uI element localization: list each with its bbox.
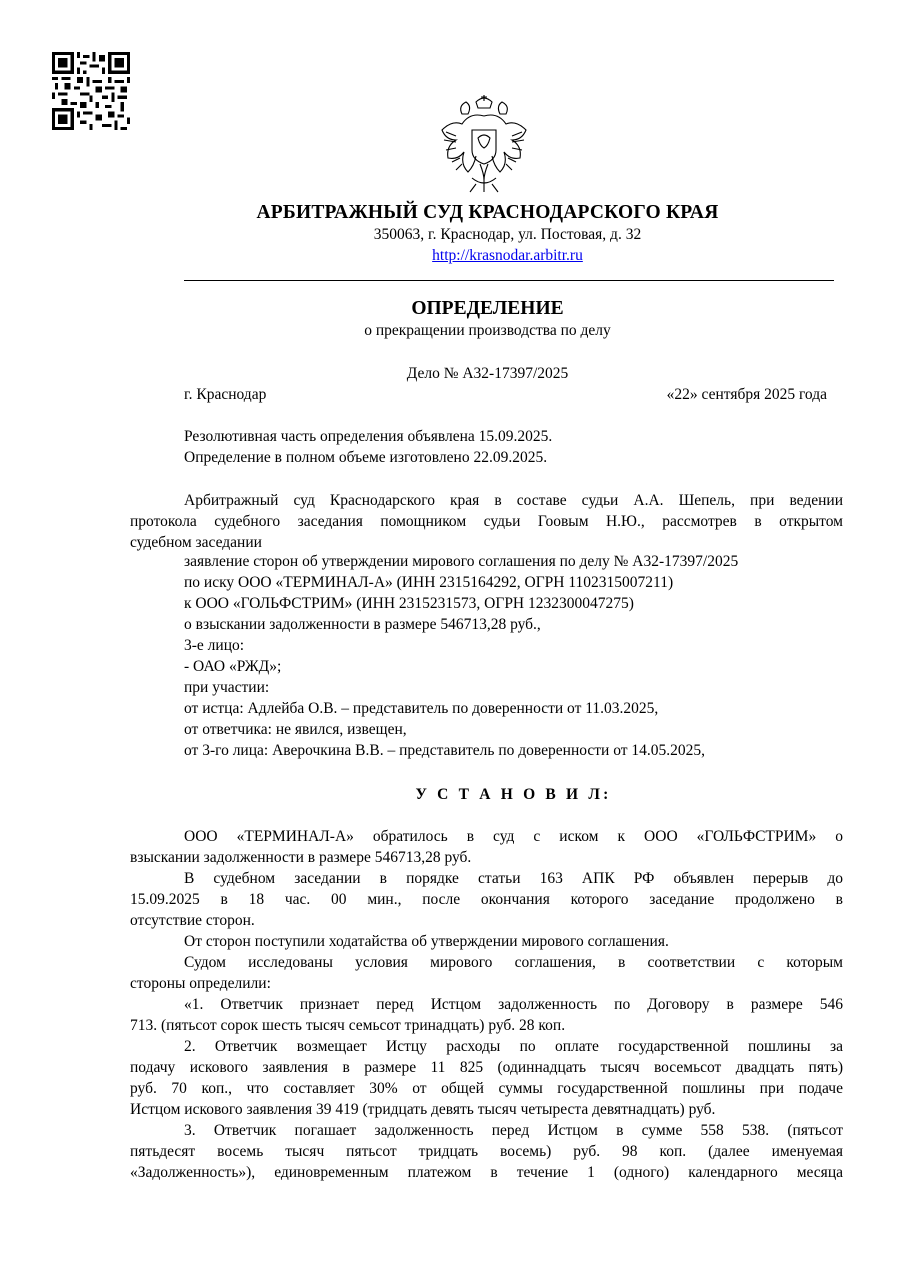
text-line: 713. (пятьсот сорок шесть тысяч семьсот тринадцать) руб. 28 коп.	[130, 1017, 566, 1034]
text-line: В судебном заседании в порядке статьи 163 АПК РФ объявлен перерыв до	[184, 870, 843, 887]
text-line: 2. Ответчик возмещает Истцу расходы по оплате государственной пошлины за	[184, 1038, 843, 1055]
court-website-link[interactable]: http://krasnodar.arbitr.ru	[432, 247, 583, 264]
body-paragraph	[130, 1120, 843, 1183]
case-detail-line: по иску ООО «ТЕРМИНАЛ-А» (ИНН 2315164292, ОГРН 1102315007211)	[184, 574, 674, 591]
case-detail-line: о взыскании задолженности в размере 546713,28 руб.,	[184, 616, 541, 633]
text-line: Арбитражный суд Краснодарского края в составе судьи А.А. Шепель, при ведении	[184, 492, 843, 509]
text-line: «Задолженность»), единовременным платежом в течение 1 (одного) календарного месяца	[130, 1164, 843, 1181]
court-name: АРБИТРАЖНЫЙ СУД КРАСНОДАРСКОГО КРАЯ	[256, 202, 719, 223]
text-line: «1. Ответчик признает перед Истцом задолженность по Договору в размере 546	[184, 996, 843, 1013]
full-text-made-note: Определение в полном объеме изготовлено 22.09.2025.	[184, 449, 548, 466]
text-line: 3. Ответчик погашает задолженность перед Истцом в сумме 558 538. (пятьсот	[184, 1122, 843, 1139]
case-detail-line: - ОАО «РЖД»;	[184, 658, 282, 675]
header-divider	[184, 280, 834, 281]
body-paragraph	[130, 1036, 843, 1120]
coat-of-arms-emblem	[432, 92, 536, 196]
court-address: 350063, г. Краснодар, ул. Постовая, д. 32	[373, 226, 642, 243]
body-paragraph	[130, 931, 843, 952]
case-detail-line: от 3-го лица: Аверочкина В.В. – представитель по доверенности от 14.05.2025,	[184, 742, 706, 759]
text-line: От сторон поступили ходатайства об утверждении мирового соглашения.	[184, 933, 669, 950]
document-city: г. Краснодар	[184, 386, 267, 403]
case-detail-line: заявление сторон об утверждении мирового соглашения по делу № А32-17397/2025	[184, 553, 739, 570]
text-line: отсутствие сторон.	[130, 912, 255, 929]
body-paragraph	[130, 994, 843, 1036]
text-line: протокола судебного заседания помощником судьи Гоовым Н.Ю., рассмотрев в открытом	[130, 513, 843, 530]
text-line: Судом исследованы условия мирового соглашения, в соответствии с которым	[184, 954, 843, 971]
case-detail-line: при участии:	[184, 679, 270, 696]
text-line: взыскании задолженности в размере 546713,28 руб.	[130, 849, 472, 866]
case-detail-line: к ООО «ГОЛЬФСТРИМ» (ИНН 2315231573, ОГРН 1232300047275)	[184, 595, 634, 612]
resolution-announced-note: Резолютивная часть определения объявлена 15.09.2025.	[184, 428, 553, 445]
document-title: ОПРЕДЕЛЕНИЕ	[411, 298, 564, 319]
case-detail-line: 3-е лицо:	[184, 637, 245, 654]
qr-code	[52, 52, 130, 130]
text-line: 15.09.2025 в 18 час. 00 мин., после окончания которого заседание продолжено в	[130, 891, 843, 908]
text-line: ООО «ТЕРМИНАЛ-А» обратилось в суд с иском к ООО «ГОЛЬФСТРИМ» о	[184, 828, 843, 845]
text-line: судебном заседании	[130, 534, 262, 551]
established-heading: У С Т А Н О В И Л:	[415, 786, 612, 803]
text-line: подачу искового заявления в размере 11 825 (одиннадцать тысяч восемьсот двадцать пять)	[130, 1059, 843, 1076]
text-line: стороны определили:	[130, 975, 271, 992]
body-paragraph	[130, 868, 843, 931]
document-subtitle: о прекращении производства по делу	[364, 322, 611, 339]
case-detail-line: от истца: Адлейба О.В. – представитель по доверенности от 11.03.2025,	[184, 700, 659, 717]
body-paragraph	[130, 826, 843, 868]
text-line: пятьдесят восемь тысяч пятьсот тридцать восемь) руб. 98 коп. (далее именуемая	[130, 1143, 843, 1160]
text-line: Истцом искового заявления 39 419 (тридцать девять тысяч четыреста девятнадцать) руб.	[130, 1101, 716, 1118]
document-date: «22» сентября 2025 года	[666, 386, 827, 403]
case-detail-line: от ответчика: не явился, извещен,	[184, 721, 407, 738]
case-number: Дело № А32-17397/2025	[406, 365, 569, 382]
text-line: руб. 70 коп., что составляет 30% от общей суммы государственной пошлины при подаче	[130, 1080, 843, 1097]
body-paragraph	[130, 952, 843, 994]
intro-paragraph	[130, 490, 843, 553]
